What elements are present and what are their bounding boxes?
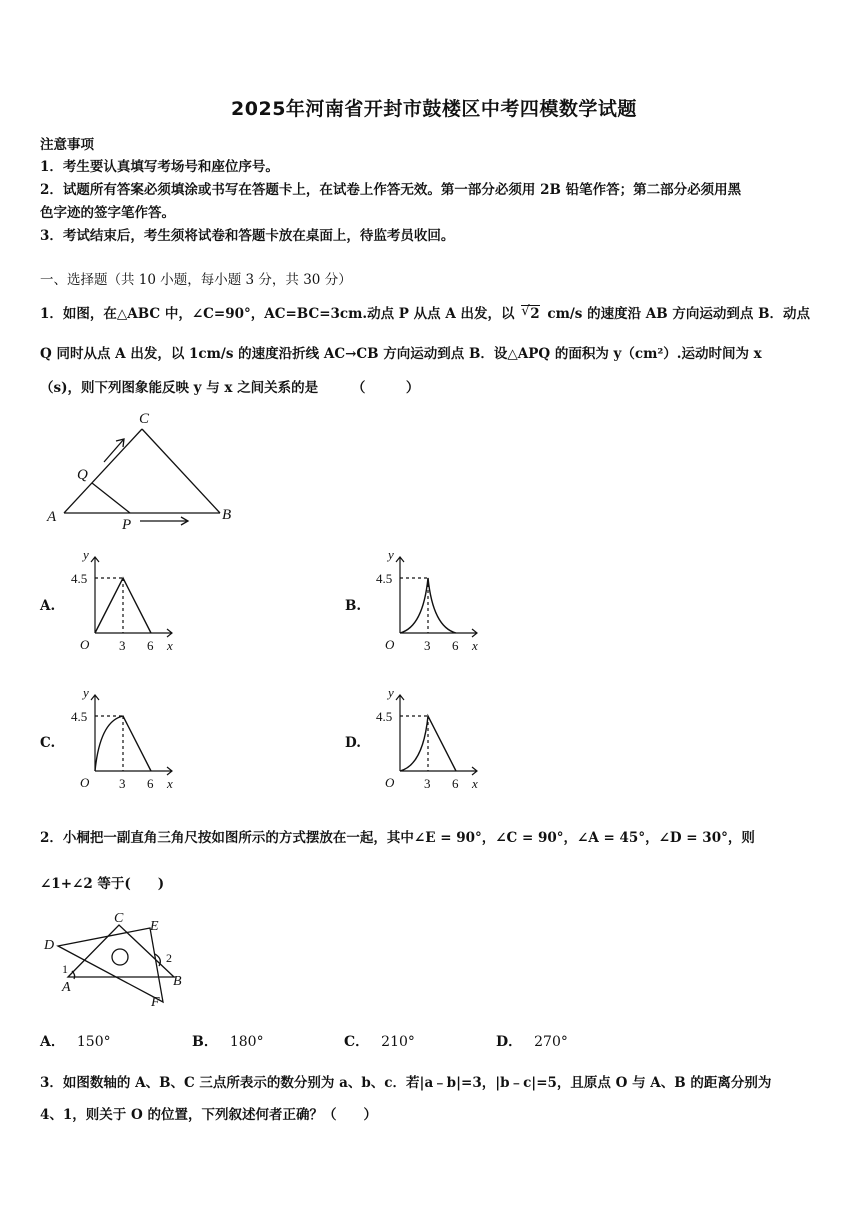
graph-a-y: y (83, 547, 89, 562)
label-f: F (151, 995, 160, 1010)
label-e: E (150, 919, 159, 934)
graph-b (365, 545, 495, 655)
graph-d-x: x (472, 776, 478, 791)
option-d-label: D. (345, 735, 361, 751)
graph-a-origin: O (80, 637, 90, 652)
notice-heading: 注意事项 (40, 137, 94, 153)
q3-line2: 4、1，则关于 O 的位置，下列叙述何者正确？（ ） (40, 1107, 377, 1123)
option-b-label: B. (345, 598, 362, 614)
graph-c-origin: O (80, 775, 90, 790)
q1-line2: Q 同时从点 A 出发，以 1cm/s 的速度沿折线 AC→CB 方向运动到点 B．设△APQ 的面积为 y（cm²）.运动时间为 x (40, 346, 762, 362)
graph-d-origin: O (385, 775, 395, 790)
graph-c (60, 683, 190, 793)
graph-b-x6: 6 (452, 638, 459, 653)
graph-a-x6: 6 (147, 638, 154, 653)
q1-line1-text-b: cm/s 的速度沿 AB 方向运动到点 B．动点 (547, 306, 810, 322)
graph-b-origin: O (385, 637, 395, 652)
label-a: A (62, 980, 71, 995)
q1-line1-text: 1．如图，在△ABC 中，∠C=90°，AC=BC=3cm.动点 P 从点 A 出发，以 (40, 306, 515, 322)
label-b: B (173, 974, 182, 989)
q2-figure (38, 905, 198, 1010)
graph-a (60, 545, 190, 655)
graph-b-x3: 3 (424, 638, 431, 653)
q2-answer-a: A． 150° (40, 1034, 111, 1050)
section-heading: 一、选择题（共 10 小题，每小题 3 分，共 30 分） (40, 272, 352, 288)
graph-a-x3: 3 (119, 638, 126, 653)
side-cb (142, 429, 220, 513)
option-a-label: A. (40, 598, 56, 614)
angle-1-arc (72, 971, 75, 979)
side-ac (64, 429, 142, 513)
graph-c-ymax: 4.5 (71, 709, 88, 724)
q1-line1 (40, 302, 810, 322)
q1-line3: （s)，则下列图象能反映 y 与 x 之间关系的是 （ ） (40, 380, 420, 396)
triangle-def (58, 928, 163, 1002)
graph-d (365, 683, 495, 793)
graph-d-ymax: 4.5 (376, 709, 393, 724)
graph-c-y: y (83, 685, 89, 700)
graph-b-y: y (388, 547, 394, 562)
q3-line1: 3．如图数轴的 A、B、C 三点所表示的数分别为 a、b、c．若|a﹣b|=3，|b﹣c|=5，且原点 O 与 A、B 的距离分别为 (40, 1075, 772, 1091)
label-b: B (222, 507, 232, 523)
triangle-hole (112, 949, 128, 965)
graph-d-x3: 3 (424, 776, 431, 791)
page-title: 2025年河南省开封市鼓楼区中考四模数学试题 (231, 98, 637, 120)
q2-answer-d: D． 270° (496, 1034, 568, 1050)
sqrt-2: √ 2 (521, 303, 540, 322)
notice-item-2: 2．试题所有答案必须填涂或书写在答题卡上，在试卷上作答无效。第一部分必须用 2B 铅笔作答；第二部分必须用黑 (40, 182, 742, 198)
label-d: D (44, 938, 55, 953)
graph-c-x3: 3 (119, 776, 126, 791)
q2-answer-b: B． 180° (192, 1034, 264, 1050)
graph-b-ymax: 4.5 (376, 571, 393, 586)
graph-a-x: x (167, 638, 173, 653)
option-c-label: C. (40, 735, 56, 751)
notice-item-3: 3．考试结束后，考生须将试卷和答题卡放在桌面上，待监考员收回。 (40, 228, 455, 244)
notice-item-1: 1．考生要认真填写考场号和座位序号。 (40, 159, 279, 175)
q1-triangle-figure (38, 405, 248, 535)
graph-d-y: y (388, 685, 394, 700)
graph-c-x6: 6 (147, 776, 154, 791)
graph-a-ymax: 4.5 (71, 571, 88, 586)
label-a: A (47, 509, 57, 525)
label-c: C (139, 411, 150, 427)
label-angle-2: 2 (166, 951, 172, 965)
label-p: P (122, 517, 132, 533)
graph-c-x: x (167, 776, 173, 791)
notice-item-2-cont: 色字迹的签字笔作答。 (40, 205, 175, 221)
label-c: C (114, 911, 124, 926)
graph-d-x6: 6 (452, 776, 459, 791)
q2-line2: ∠1+∠2 等于( ) (40, 876, 165, 892)
q2-line1: 2．小桐把一副直角三角尺按如图所示的方式摆放在一起，其中∠E = 90°，∠C = 90°，∠A = 45°，∠D = 30°，则 (40, 830, 755, 846)
label-angle-1: 1 (62, 962, 68, 976)
label-q: Q (77, 467, 88, 483)
segment-pq (92, 483, 130, 513)
q2-answer-c: C． 210° (344, 1034, 415, 1050)
graph-b-x: x (472, 638, 478, 653)
